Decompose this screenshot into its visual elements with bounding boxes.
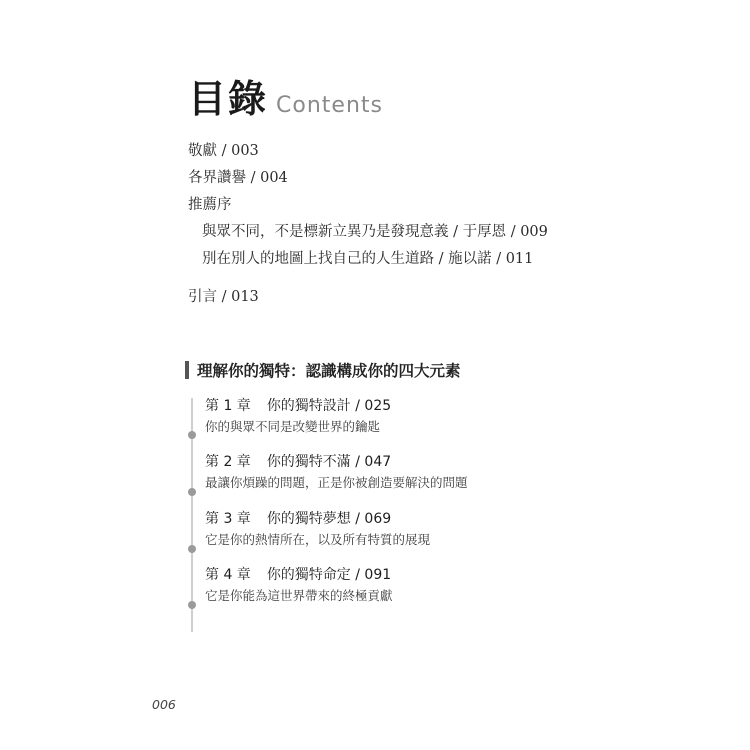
- chapter-subtitle: 它是你的熱情所在，以及所有特質的展現: [205, 532, 431, 547]
- chapter-title: [205, 396, 565, 416]
- section-title[interactable]: 理解你的獨特：認識構成你的四大元素: [197, 362, 461, 380]
- toc-entry-foreword-1[interactable]: 與眾不同，不是標新立異乃是發現意義 / 于厚恩 / 009: [202, 224, 548, 240]
- chapter-number: 第 4 章: [205, 567, 251, 583]
- chapter-name: 你的獨特夢想 / 069: [266, 511, 392, 527]
- chapter-name: 你的獨特設計 / 025: [266, 398, 392, 414]
- chapter-entry-4[interactable]: [205, 565, 565, 606]
- front-matter-list: [188, 138, 608, 311]
- chapter-number: 第 2 章: [205, 454, 251, 470]
- timeline-dot: [188, 488, 196, 496]
- timeline-dot: [188, 431, 196, 439]
- title-english: Contents: [276, 93, 383, 118]
- chapter-name: 你的獨特命定 / 091: [266, 567, 392, 583]
- chapter-subtitle: 它是你能為這世界帶來的終極貢獻: [205, 588, 393, 603]
- page-number: 006: [152, 697, 176, 712]
- toc-entry-foreword-2[interactable]: 別在別人的地圖上找自己的人生道路 / 施以諾 / 011: [202, 251, 534, 267]
- page-title: [188, 68, 383, 123]
- chapter-entry-1[interactable]: [205, 396, 565, 437]
- title-chinese: 目錄: [188, 77, 269, 121]
- chapter-name: 你的獨特不滿 / 047: [266, 454, 392, 470]
- chapter-entry-3[interactable]: [205, 509, 565, 550]
- toc-entry-forewords: 推薦序: [188, 197, 232, 213]
- timeline-dot: [188, 545, 196, 553]
- chapter-subtitle: 你的與眾不同是改變世界的鑰匙: [205, 419, 381, 434]
- chapter-number: 第 3 章: [205, 511, 251, 527]
- section-marker-bar: [185, 361, 189, 379]
- chapter-subtitle: 最讓你煩躁的問題，正是你被創造要解決的問題: [205, 475, 468, 490]
- chapter-entry-2[interactable]: [205, 452, 565, 493]
- toc-entry-dedication[interactable]: 敬獻 / 003: [188, 143, 259, 159]
- toc-entry-introduction[interactable]: 引言 / 013: [188, 289, 259, 305]
- timeline-dot: [188, 601, 196, 609]
- section-heading: [185, 359, 461, 381]
- chapter-title: [205, 509, 565, 529]
- toc-entry-endorsements[interactable]: 各界讚譽 / 004: [188, 170, 288, 186]
- chapter-number: 第 1 章: [205, 398, 251, 414]
- chapter-title: [205, 565, 565, 585]
- chapter-title: [205, 452, 565, 472]
